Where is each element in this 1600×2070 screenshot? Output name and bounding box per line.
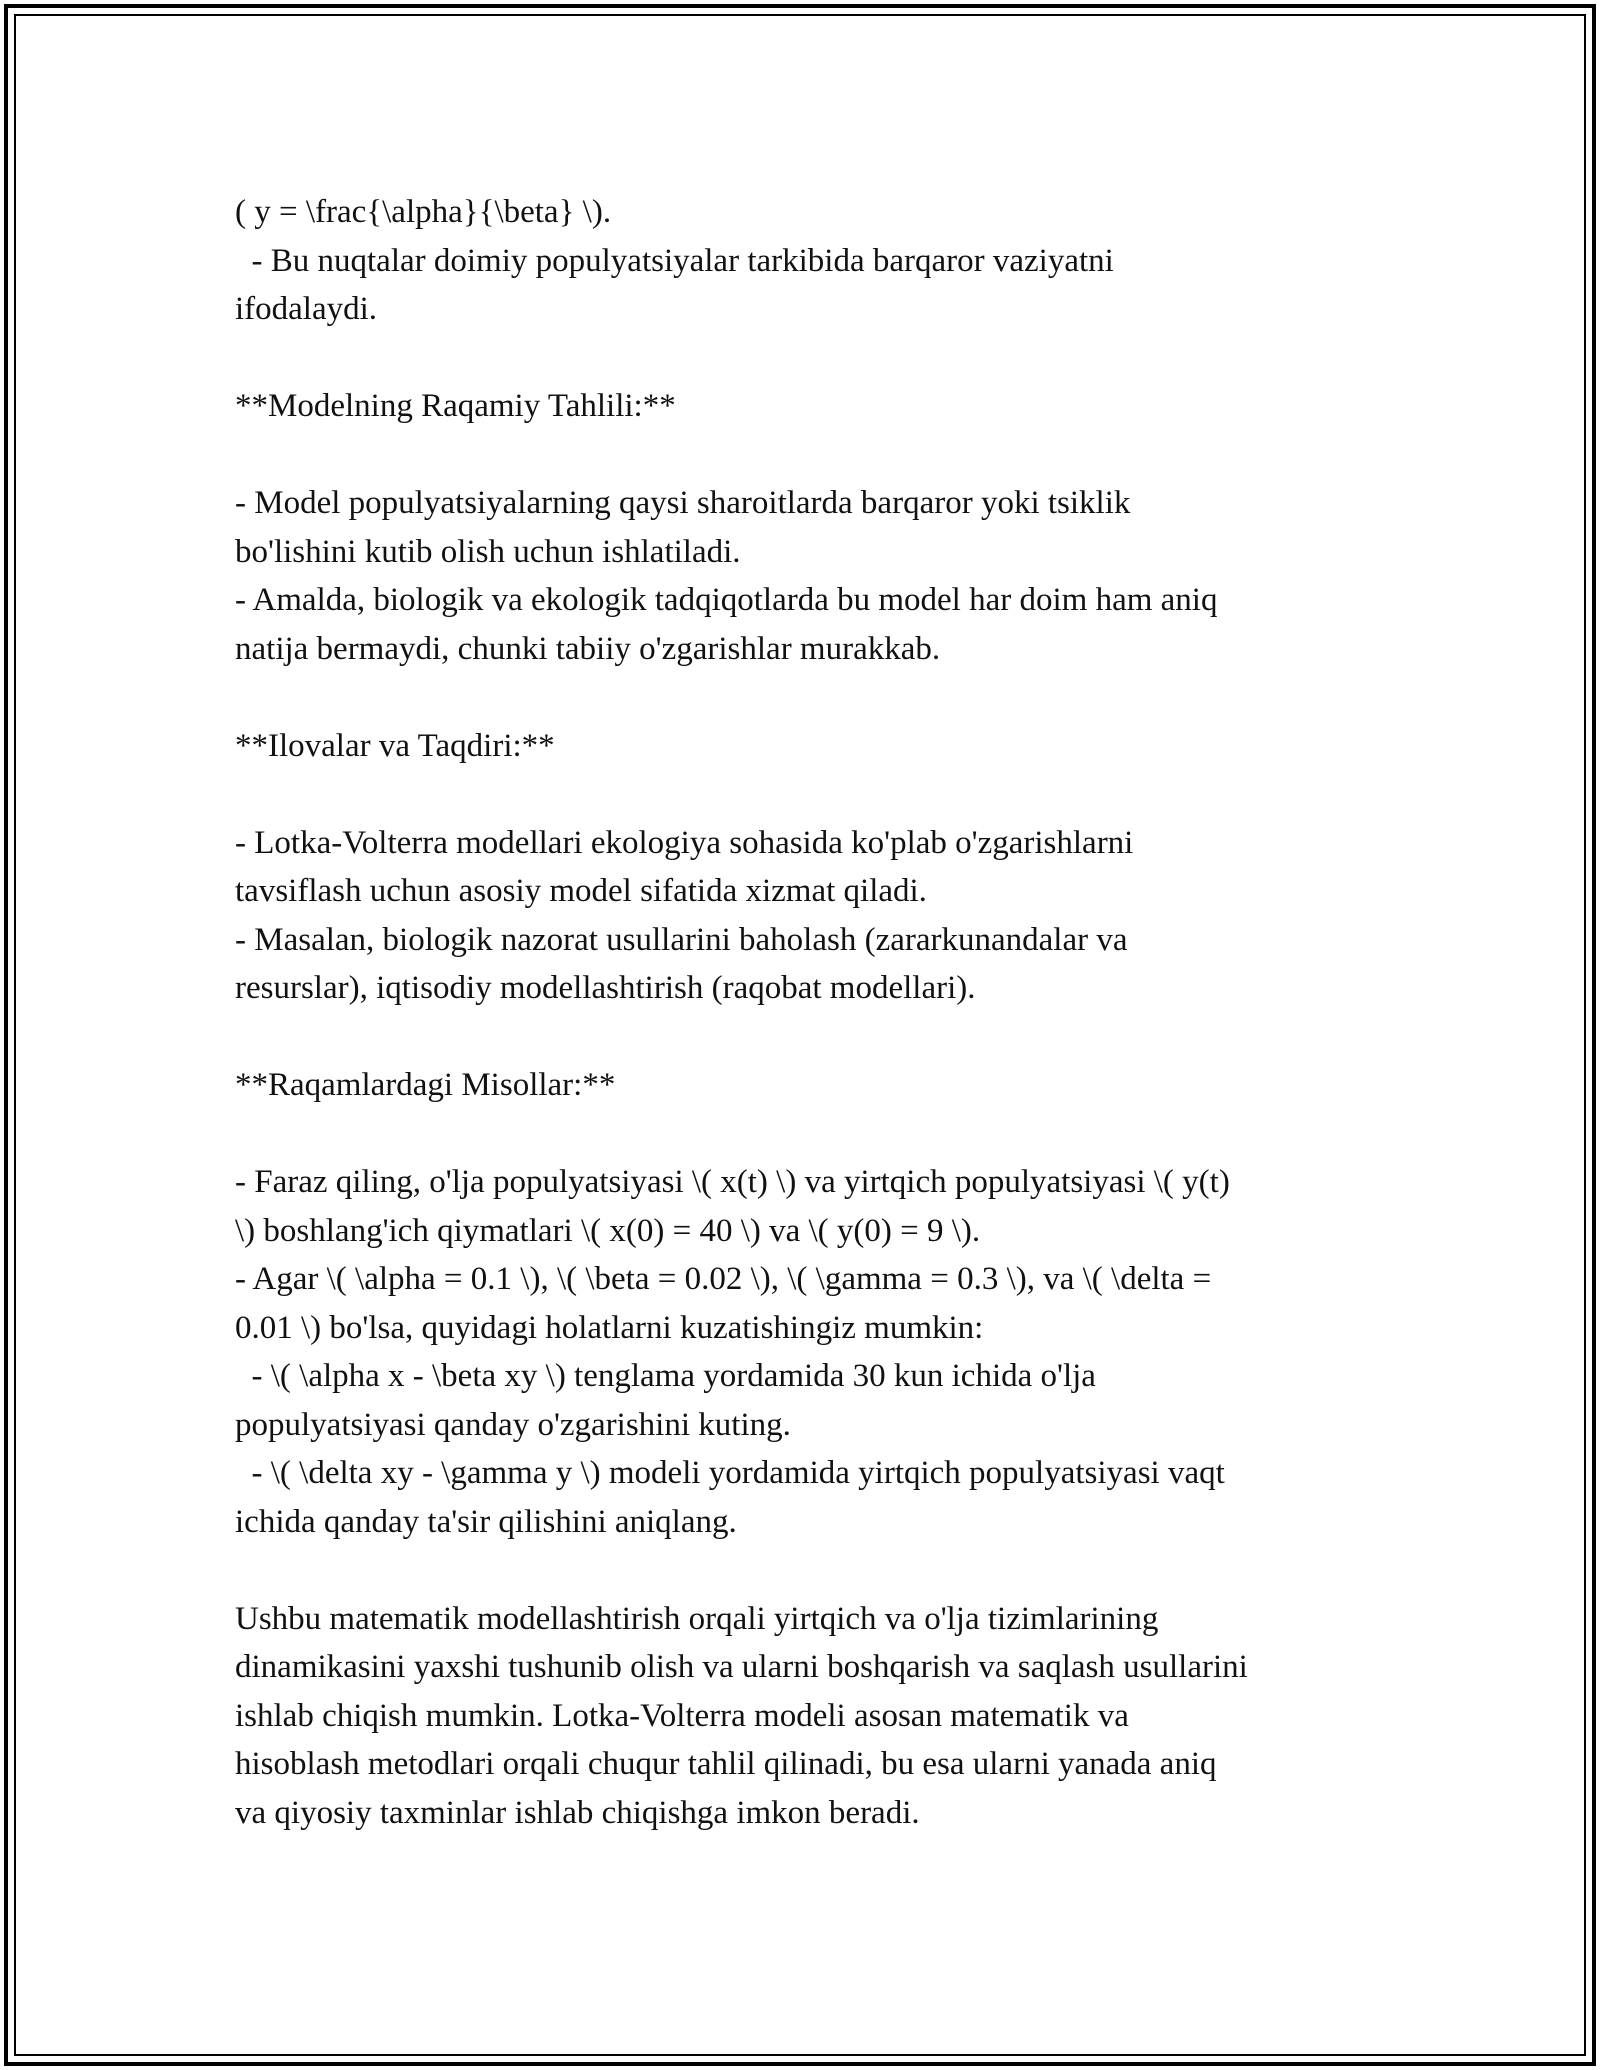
section-line: - Masalan, biologik nazorat usullarini baholash (zararkunandalar va [235, 921, 1128, 958]
section-line: tavsiflash uchun asosiy model sifatida xizmat qiladi. [235, 873, 927, 909]
conclusion-line: ishlab chiqish mumkin. Lotka-Volterra modeli asosan matematik va [235, 1697, 1129, 1734]
intro-line: ifodalaydi. [235, 291, 378, 327]
section-line: - Lotka-Volterra modellari ekologiya sohasida ko'plab o'zgarishlarni [235, 824, 1134, 861]
conclusion-line: va qiyosiy taxminlar ishlab chiqishga imkon beradi. [235, 1794, 920, 1831]
section-line: - Model populyatsiyalarning qaysi sharoitlarda barqaror yoki tsiklik [235, 485, 1131, 521]
section-line: 0.01 \) bo'lsa, quyidagi holatlarni kuzatishingiz mumkin: [235, 1309, 984, 1346]
conclusion-line: dinamikasini yaxshi tushunib olish va ularni boshqarish va saqlash usullarini [235, 1649, 1248, 1685]
section-line: - Agar \( \alpha = 0.1 \), \( \beta = 0.02 \), \( \gamma = 0.3 \), va \( \delta = [235, 1261, 1212, 1297]
section-line: - \( \alpha x - \beta xy \) tenglama yordamida 30 kun ichida o'lja [235, 1358, 1096, 1394]
section-line: ichida qanday ta'sir qilishini aniqlang. [235, 1503, 737, 1540]
section-heading: **Modelning Raqamiy Tahlili:** [235, 388, 676, 424]
intro-line: ( y = \frac{\alpha}{\beta} \). [235, 194, 612, 230]
section-line: \) boshlang'ich qiymatlari \( x(0) = 40 \) va \( y(0) = 9 \). [235, 1212, 981, 1249]
section-line: natija bermaydi, chunki tabiiy o'zgarishlar murakkab. [235, 630, 941, 667]
section-line: - Faraz qiling, o'lja populyatsiyasi \( x(t) \) va yirtqich populyatsiyasi \( y(t) [235, 1164, 1230, 1200]
section-line: - \( \delta xy - \gamma y \) modeli yordamida yirtqich populyatsiyasi vaqt [235, 1455, 1225, 1491]
section-line: - Amalda, biologik va ekologik tadqiqotlarda bu model har doim ham aniq [235, 582, 1218, 618]
section-heading: **Ilovalar va Taqdiri:** [235, 727, 555, 764]
conclusion-line: hisoblash metodlari orqali chuqur tahlil qilinadi, bu esa ularni yanada aniq [235, 1746, 1217, 1782]
section-line: bo'lishini kutib olish uchun ishlatiladi. [235, 533, 741, 570]
section-heading: **Raqamlardagi Misollar:** [235, 1067, 616, 1103]
conclusion-line: Ushbu matematik modellashtirish orqali yirtqich va o'lja tizimlarining [235, 1600, 1159, 1637]
intro-line: - Bu nuqtalar doimiy populyatsiyalar tarkibida barqaror vaziyatni [235, 242, 1114, 279]
section-line: resurslar), iqtisodiy modellashtirish (raqobat modellari). [235, 970, 976, 1006]
document-body [235, 188, 1375, 1837]
section-line: populyatsiyasi qanday o'zgarishini kuting. [235, 1406, 791, 1443]
